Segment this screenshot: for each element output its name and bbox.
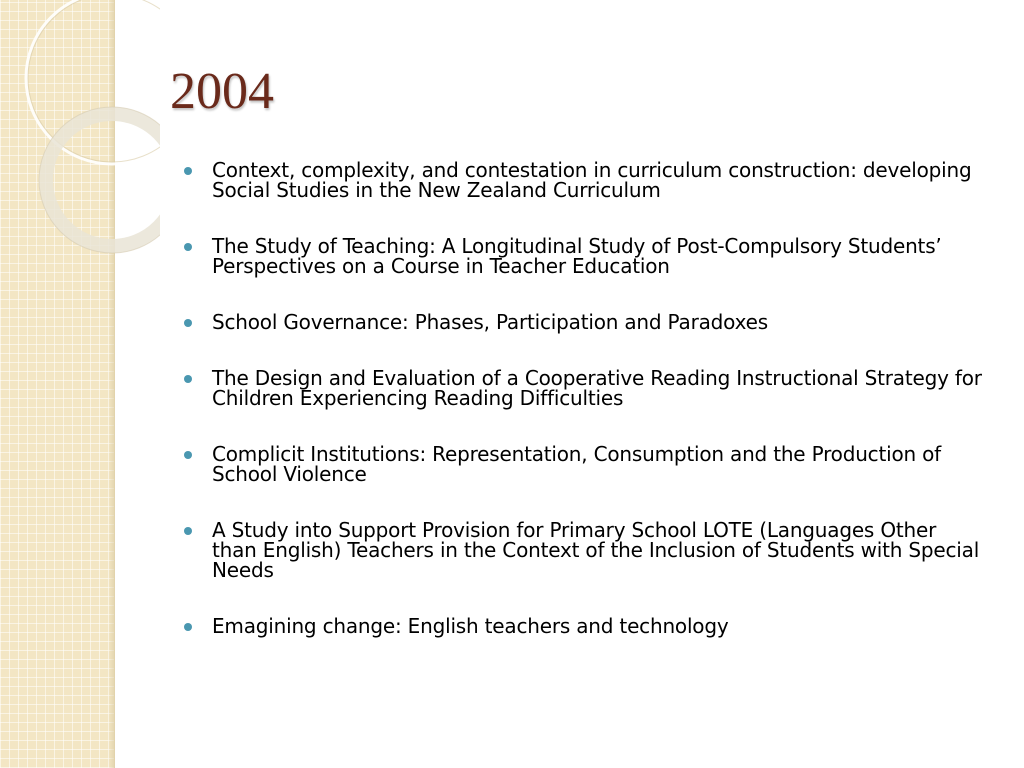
bullet-dot-icon — [184, 375, 192, 383]
list-item-text: A Study into Support Provision for Primary School LOTE (Languages Other than English) Teachers in the Context of the Inclusion of Students with Special Needs — [212, 518, 980, 582]
list-item — [184, 616, 984, 636]
list-item-text: The Design and Evaluation of a Cooperative Reading Instructional Strategy for Children Experiencing Reading Difficulties — [212, 366, 982, 410]
bullet-dot-icon — [184, 451, 192, 459]
bullet-dot-icon — [184, 167, 192, 175]
bullet-dot-icon — [184, 243, 192, 251]
list-item-text: Complicit Institutions: Representation, Consumption and the Production of School Violence — [212, 442, 942, 486]
list-item — [184, 312, 984, 332]
list-item — [184, 368, 984, 408]
bullet-dot-icon — [184, 319, 192, 327]
list-item-text: School Governance: Phases, Participation and Paradoxes — [212, 310, 768, 334]
bullet-list — [184, 160, 984, 672]
bullet-dot-icon — [184, 527, 192, 535]
list-item-text: Emagining change: English teachers and technology — [212, 614, 729, 638]
list-item-text: The Study of Teaching: A Longitudinal Study of Post-Compulsory Students’ Perspectives on a Course in Teacher Education — [212, 234, 942, 278]
decorative-side-panel — [0, 0, 115, 768]
list-item-text: Context, complexity, and contestation in curriculum construction: developing Social Studies in the New Zealand Curriculum — [212, 158, 972, 202]
slide-title: 2004 — [170, 63, 274, 120]
bullet-dot-icon — [184, 623, 192, 631]
list-item — [184, 160, 984, 200]
list-item — [184, 236, 984, 276]
list-item — [184, 444, 984, 484]
list-item — [184, 520, 984, 580]
